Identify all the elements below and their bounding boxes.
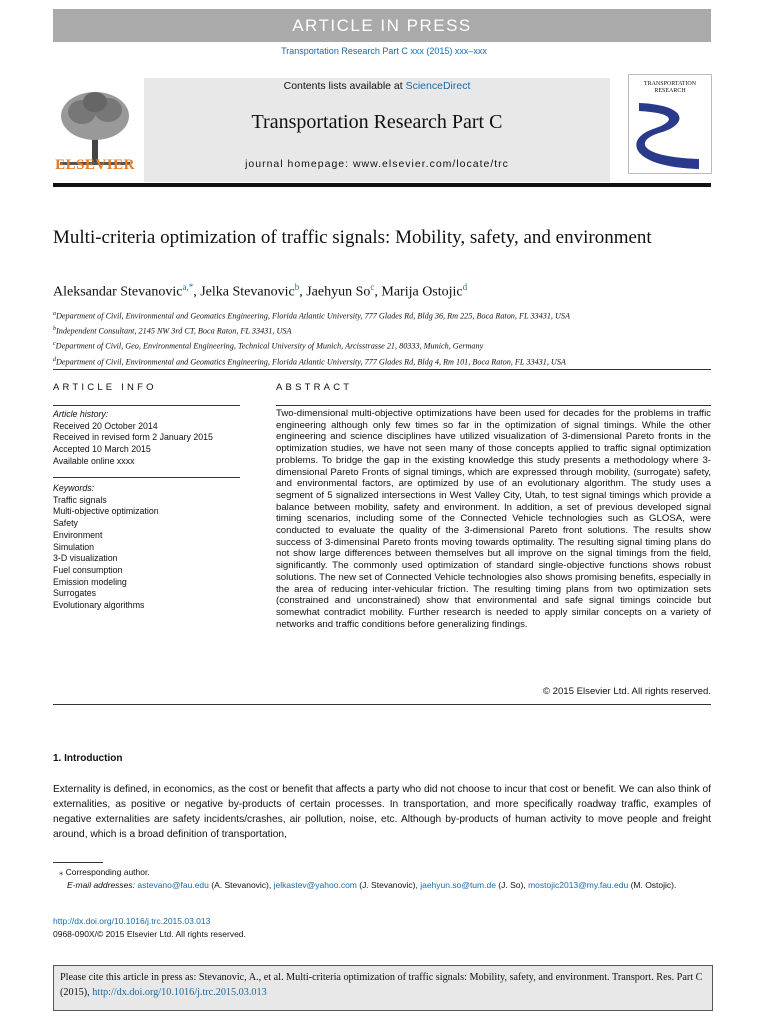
email-link[interactable]: mostojic2013@my.fau.edu	[528, 879, 629, 890]
elsevier-wordmark: ELSEVIER	[55, 157, 135, 173]
history-label: Article history:	[53, 409, 109, 419]
info-rule	[53, 405, 240, 406]
abstract-end-rule	[53, 704, 711, 705]
affiliation-rule	[53, 369, 711, 370]
author-name: Jaehyun So	[306, 284, 371, 300]
history-item: Accepted 10 March 2015	[53, 444, 151, 455]
affiliation-item	[53, 308, 713, 323]
issn-line: 0968-090X/© 2015 Elsevier Ltd. All rights reserved.	[53, 928, 246, 939]
email-owner: (J. Stevanovic),	[356, 879, 421, 890]
keyword-item: Fuel consumption	[53, 564, 123, 575]
email-link[interactable]: astevano@fau.edu	[137, 879, 209, 890]
affiliation-text: Department of Civil, Environmental and Geomatics Engineering, Florida Atlantic University, 777 Glades Rd, Bldg 36, Rm 225, Boca Raton, FL 33431, USA	[56, 311, 571, 321]
email-owner: (M. Ostojic).	[628, 879, 677, 890]
citation-doi-link[interactable]: http://dx.doi.org/10.1016/j.trc.2015.03.013	[92, 987, 267, 998]
header-rule	[53, 183, 711, 187]
abstract-text: Two-dimensional multi-objective optimizations have been used for decades for the problems in traffic engineering although only few times so far in the optimization of signal timings. While the other engineering and science disciplines have utilized visualization of 3-dimensional Pareto fronts in the optimization studies, we have not seen many of those concepts applied to traffic signal optimization problems. To bridge the gap in the existing knowledge this study presents a methodology where 3-dimensional Pareto Fronts of signal timings, which are expressed through mobility, (surrogate) safety, and environmental factors, are optimized by use of an evolutionary algorithm. The study uses a segment of 5 signalized intersections in West Valley City, Utah, to test signal timings which provide a balance between mobility, safety and environment. In addition, a set of previous developed signal timing scenarios, including some of the Connected Vehicle technologies such as GLOSA, were conducted to evaluate the quality of the 3-dimensional Pareto front solutions. The results show success of 3-dimensinal Pareto fronts moving towards optimality. The resulting signal timing plans do not show large differences between themselves but all improve on the signal timings from the field, significantly. The commonly used optimization of standard single-objective functions shows robust solutions. The new set of Connected Vehicle technologies also shows promising benefits, especially in the area of reducing inter-vehicular friction. The resulting timing plans from two optimization sets (constrained and unconstrained) show that environmental and safe signal timings coincide but somewhat contradict mobility. Further research is needed to apply similar concepts on a variety of networks and traffic conditions before generalizing findings.	[276, 408, 711, 630]
keyword-item: Simulation	[53, 541, 95, 552]
article-history	[53, 409, 238, 468]
article-info-heading: ARTICLE INFO	[53, 382, 157, 393]
affiliation-mark: a	[53, 311, 56, 317]
history-rule	[53, 477, 240, 478]
journal-cover	[628, 74, 712, 174]
affiliation-mark: c	[53, 341, 56, 348]
cover-title: TRANSPORTATION RESEARCH	[643, 81, 697, 94]
cover-road-graphic	[629, 95, 711, 175]
keyword-item: Emission modeling	[53, 576, 127, 587]
sciencedirect-link[interactable]: ScienceDirect	[405, 80, 471, 92]
keyword-item: Surrogates	[53, 588, 97, 599]
email-label: E-mail addresses:	[67, 879, 138, 890]
affiliation-text: Department of Civil, Environmental and Geomatics Engineering, Florida Atlantic University, 777 Glades Rd, Bldg 4, Rm 101, Boca Raton, FL 33431, USA	[56, 357, 566, 367]
introduction-text: Externality is defined, in economics, as the cost or benefit that affects a party who did not choose to incur that cost or benefit. We can also think of externalities, as positive or negative by-products of certain processes. In transportation, and more specifically roadway traffic, examples of negative externalities are safety incidents/crashes, air pollution, noise, etc. Although by-products of human activity to move people and freight around, which is a broad definition of transportation,	[53, 784, 711, 840]
author-affiliation-mark[interactable]: d	[462, 282, 468, 292]
article-in-press-banner: ARTICLE IN PRESS	[53, 9, 711, 42]
history-item: Received 20 October 2014	[53, 420, 158, 431]
affiliation-item	[53, 323, 713, 338]
journal-title: Transportation Research Part C	[251, 111, 503, 133]
keyword-item: 3-D visualization	[53, 553, 118, 564]
affiliation-text: Independent Consultant, 2145 NW 3rd CT, Boca Raton, FL 33431, USA	[56, 326, 292, 336]
affiliation-mark: b	[53, 326, 56, 333]
corresponding-author-note: ⁎ Corresponding author.	[59, 867, 150, 877]
author-affiliation-mark[interactable]: c	[370, 282, 375, 292]
introduction-heading: 1. Introduction	[53, 753, 123, 764]
journal-reference-link[interactable]: Transportation Research Part C xxx (2015) xxx–xxx	[281, 46, 487, 56]
abstract-rule	[276, 405, 711, 406]
keyword-item: Safety	[53, 518, 78, 529]
keyword-item: Evolutionary algorithms	[53, 600, 145, 611]
doi-link[interactable]: http://dx.doi.org/10.1016/j.trc.2015.03.013	[53, 916, 211, 926]
author-name: Aleksandar Stevanovic	[53, 284, 183, 300]
affiliations	[53, 308, 713, 369]
keyword-item: Traffic signals	[53, 494, 107, 505]
keywords	[53, 483, 238, 612]
email-owner: (A. Stevanovic),	[208, 879, 274, 890]
keyword-item: Multi-objective optimization	[53, 506, 159, 517]
contents-line: Contents lists available at ScienceDirect	[283, 80, 471, 92]
citation-box: Please cite this article in press as: Stevanovic, A., et al. Multi-criteria optimization of traffic signals: Mobility, safety, and environment. Transport. Res. Part C (2015), http://dx.doi.org/10.1016/j.trc.2015.03.013	[53, 965, 713, 1011]
abstract-copyright: © 2015 Elsevier Ltd. All rights reserved.	[542, 686, 711, 697]
footnote-rule	[53, 862, 103, 863]
affiliation-item	[53, 338, 713, 353]
abstract-heading: ABSTRACT	[276, 382, 353, 393]
email-owner: (J. So),	[495, 879, 529, 890]
journal-homepage[interactable]: journal homepage: www.elsevier.com/locate/trc	[245, 158, 509, 170]
affiliation-mark: d	[53, 356, 56, 363]
keywords-label: Keywords:	[53, 483, 95, 493]
email-addresses	[53, 879, 711, 892]
history-item: Available online xxxx	[53, 455, 135, 466]
history-item: Received in revised form 2 January 2015	[53, 432, 213, 443]
author-affiliation-mark[interactable]: a,*	[182, 282, 194, 292]
affiliation-text: Department of Civil, Geo, Environmental Engineering, Technical University of Munich, Arcisstrasse 21, 80333, Munich, Germany	[55, 342, 484, 352]
email-link[interactable]: jaehyun.so@tum.de	[420, 879, 496, 890]
article-title: Multi-criteria optimization of traffic signals: Mobility, safety, and environment	[53, 227, 652, 248]
article-identifiers	[53, 915, 246, 940]
footnotes	[53, 866, 711, 891]
author-name: Jelka Stevanovic	[200, 284, 295, 300]
email-link[interactable]: jelkastev@yahoo.com	[273, 879, 357, 890]
keyword-item: Environment	[53, 529, 103, 540]
author-affiliation-mark[interactable]: b	[294, 282, 300, 292]
author-list: Aleksandar Stevanovic$^{a,*}$, Jelka Stevanovic$^b$, Jaehyun So$^c$, Marija Ostojic$^d$	[53, 282, 468, 300]
author-name: Marija Ostojic	[381, 284, 463, 300]
affiliation-item	[53, 354, 713, 369]
